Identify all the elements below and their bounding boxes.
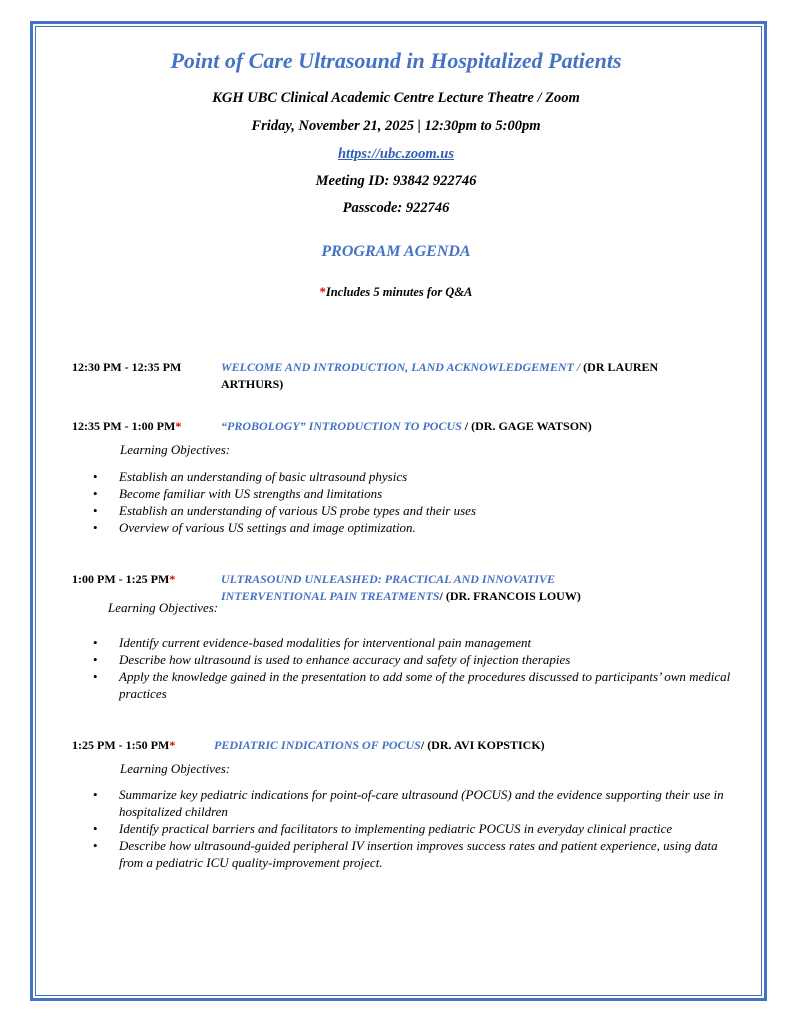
- title-separator: /: [573, 360, 584, 374]
- objective-item: • Become familiar with US strengths and limitations: [92, 485, 742, 502]
- objective-item: • Apply the knowledge gained in the presentation to add some of the procedures discussed to participants’ own medical practices: [92, 668, 742, 702]
- title-separator: /: [461, 419, 472, 433]
- session-time: [72, 419, 181, 434]
- session-speaker-cont: ARTHURS): [221, 377, 284, 391]
- session-speaker: (DR LAUREN: [583, 360, 659, 374]
- objectives-list: [92, 468, 742, 536]
- objective-item: • Summarize key pediatric indications for point-of-care ultrasound (POCUS) and the evidence supporting their use in hospitalized children: [92, 786, 742, 820]
- qa-asterisk: *: [169, 738, 176, 752]
- qa-asterisk: *: [319, 285, 326, 299]
- session-title-cont: INTERVENTIONAL PAIN TREATMENTS: [221, 589, 440, 603]
- objective-item: • Overview of various US settings and image optimization.: [92, 519, 742, 536]
- session-speaker: (DR. FRANCOIS LOUW): [445, 589, 581, 603]
- title-separator: /: [420, 738, 428, 752]
- objectives-list: [92, 786, 742, 871]
- objective-item: • Identify current evidence-based modalities for interventional pain management: [92, 634, 742, 651]
- objective-item: • Describe how ultrasound is used to enhance accuracy and safety of injection therapies: [92, 651, 742, 668]
- session-title-block: [221, 418, 721, 435]
- event-datetime: Friday, November 21, 2025 | 12:30pm to 5:00pm: [251, 118, 541, 134]
- qa-asterisk: *: [175, 419, 182, 433]
- learning-objectives-label: Learning Objectives:: [120, 761, 231, 776]
- session-title: “PROBOLOGY” INTRODUCTION TO POCUS: [221, 419, 462, 433]
- session-time: [72, 738, 175, 753]
- learning-objectives-label: Learning Objectives:: [120, 442, 231, 457]
- qa-asterisk: *: [169, 572, 176, 586]
- session-title-block: [221, 359, 721, 393]
- objective-item: • Establish an understanding of various US probe types and their uses: [92, 502, 742, 519]
- objective-item: • Identify practical barriers and facilitators to implementing pediatric POCUS in everyday clinical practice: [92, 820, 742, 837]
- session-title: PEDIATRIC INDICATIONS OF POCUS: [214, 738, 421, 752]
- learning-objectives-label: Learning Objectives:: [108, 600, 219, 615]
- session-speaker: (DR. GAGE WATSON): [471, 419, 592, 433]
- session-time-text: 1:25 PM - 1:50 PM: [72, 738, 170, 752]
- session-time: 12:30 PM - 12:35 PM: [72, 360, 182, 374]
- zoom-link[interactable]: https://ubc.zoom.us: [337, 146, 455, 162]
- session-title-block: [221, 571, 731, 605]
- session-title-block: [214, 737, 724, 754]
- zoom-link-line: [0, 146, 792, 163]
- document-title: Point of Care Ultrasound in Hospitalized Patients: [170, 48, 622, 73]
- objective-item: • Establish an understanding of basic ultrasound physics: [92, 468, 742, 485]
- session-time: [72, 572, 175, 587]
- agenda-heading: PROGRAM AGENDA: [321, 243, 471, 260]
- session-time-text: 1:00 PM - 1:25 PM: [72, 572, 170, 586]
- passcode: Passcode: 922746: [342, 200, 450, 216]
- session-time-text: 12:35 PM - 1:00 PM: [72, 419, 176, 433]
- qa-note-text: Includes 5 minutes for Q&A: [325, 285, 473, 299]
- title-separator: /: [439, 589, 446, 603]
- session-title: ULTRASOUND UNLEASHED: PRACTICAL AND INNOVATIVE: [221, 572, 556, 586]
- session-title: WELCOME AND INTRODUCTION, LAND ACKNOWLEDGEMENT: [221, 360, 574, 374]
- meeting-id: Meeting ID: 93842 922746: [315, 173, 477, 189]
- qa-note: [0, 285, 792, 300]
- objective-item: • Describe how ultrasound-guided peripheral IV insertion improves success rates and patient experience, using data from a pediatric ICU quality-improvement project.: [92, 837, 742, 871]
- objectives-list: [92, 634, 742, 702]
- session-speaker: (DR. AVI KOPSTICK): [427, 738, 545, 752]
- venue: KGH UBC Clinical Academic Centre Lecture Theatre / Zoom: [212, 90, 580, 106]
